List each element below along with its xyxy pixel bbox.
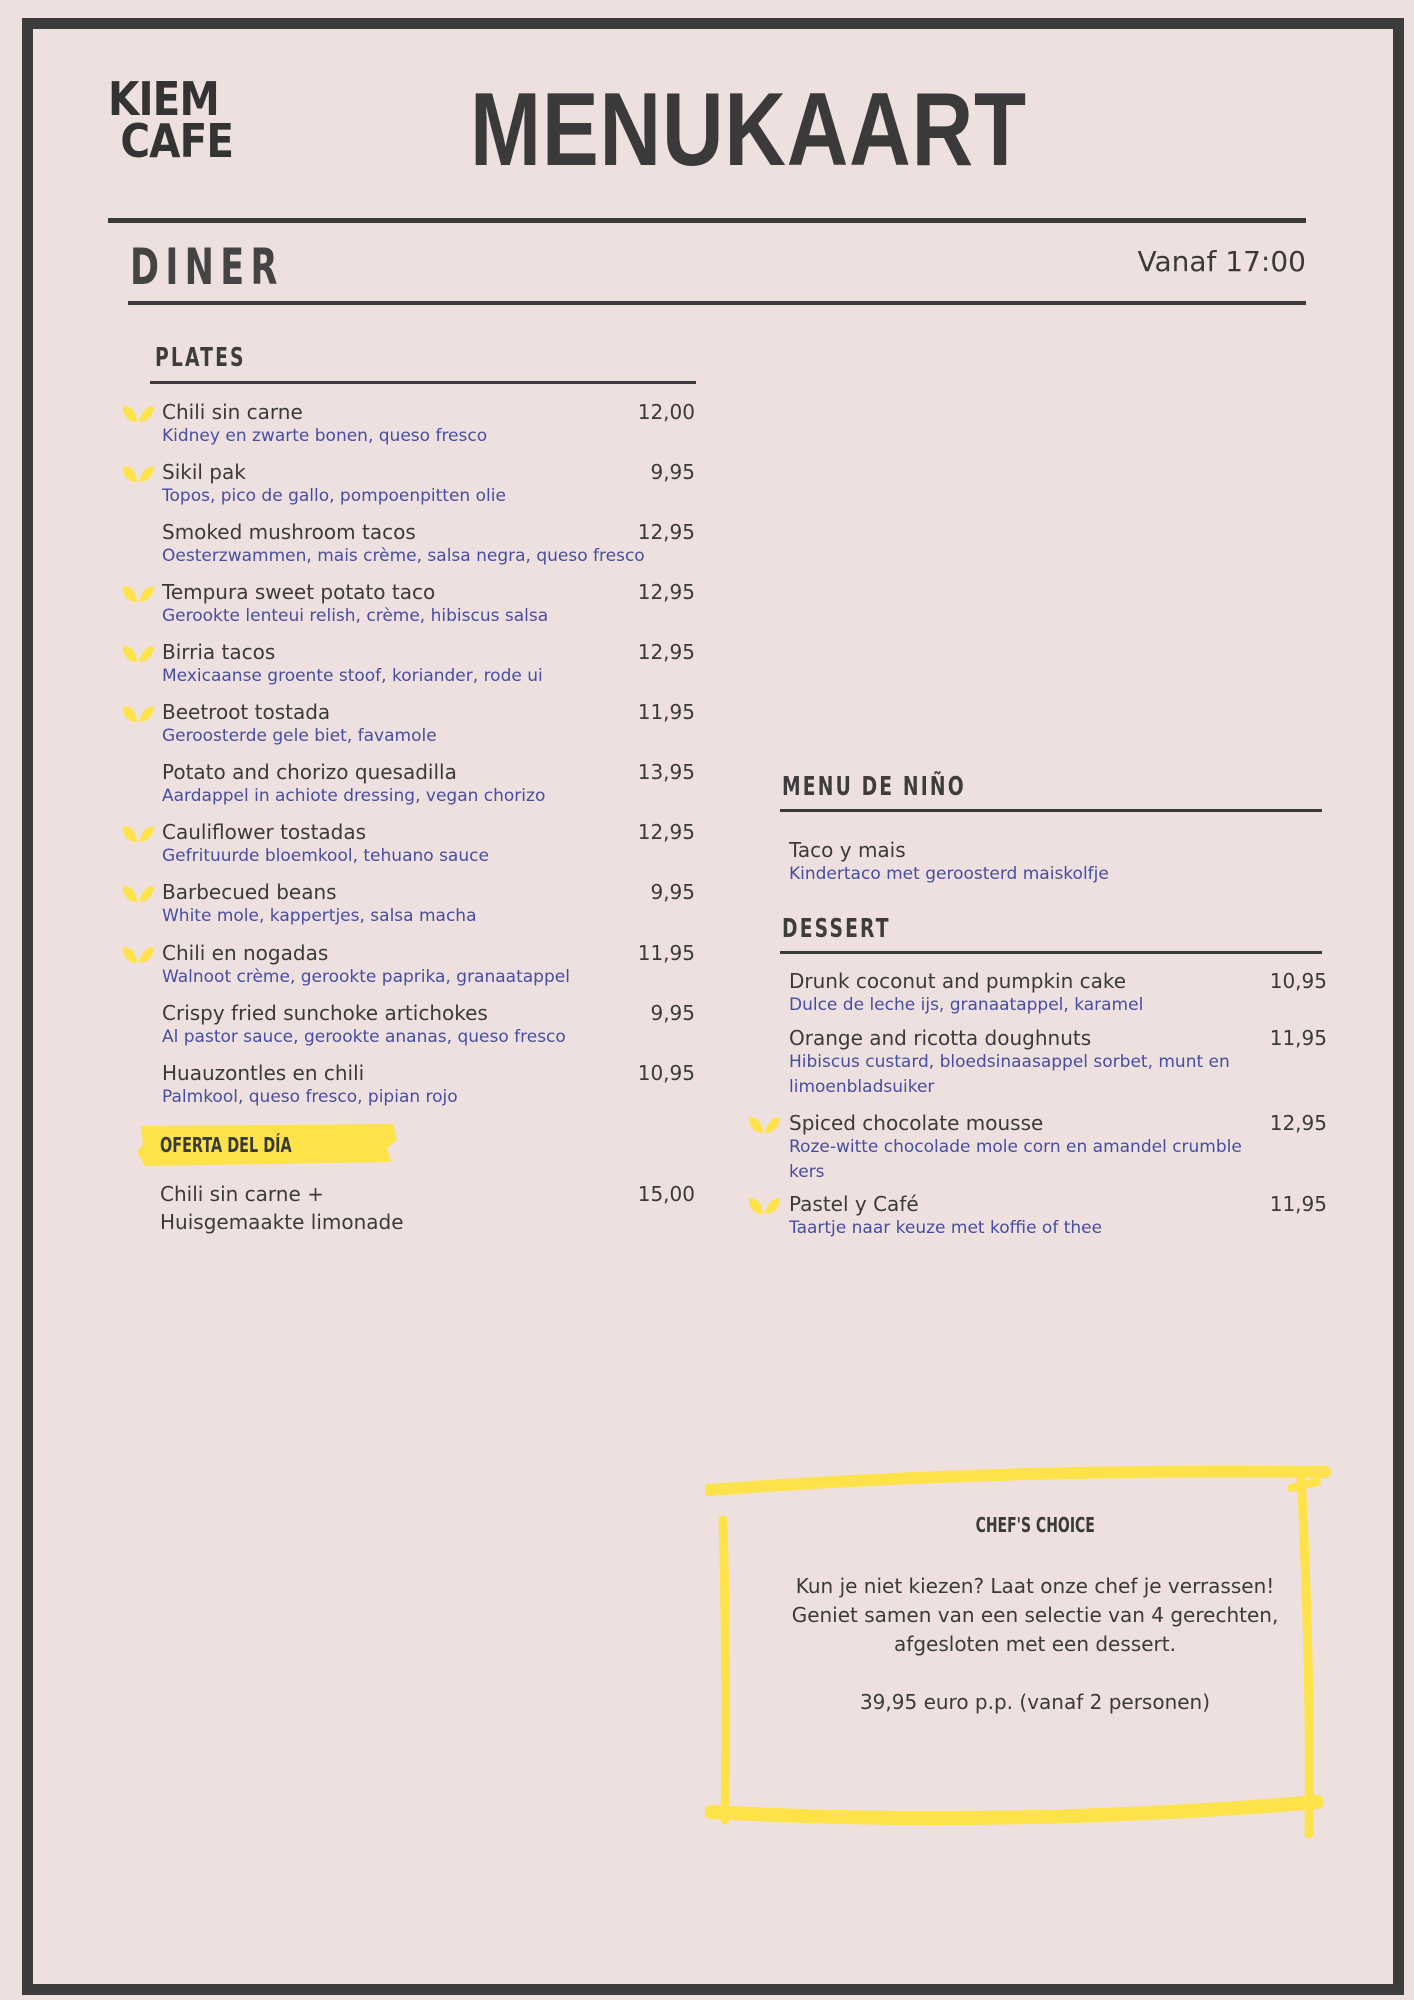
menu-item-description: Walnoot crème, gerookte paprika, granaatappel	[162, 967, 570, 987]
menu-item-name: Spiced chocolate mousse	[789, 1111, 1044, 1135]
section-title: DINER	[130, 238, 284, 296]
menu-item-description: Kindertaco met geroosterd maiskolfje	[789, 864, 1109, 884]
menu-item-description: Taartje naar keuze met koffie of thee	[789, 1218, 1103, 1238]
leaf-icon	[121, 943, 155, 965]
menu-item-price: 12,95	[637, 520, 695, 544]
menu-item	[162, 520, 695, 569]
oferta-price: 15,00	[637, 1182, 695, 1206]
menu-item-price: 11,95	[1269, 1026, 1327, 1050]
menu-item-price: 11,95	[637, 700, 695, 724]
menu-item-name: Barbecued beans	[162, 880, 337, 904]
menu-item	[162, 580, 695, 629]
nino-divider	[780, 809, 1322, 812]
menu-item	[162, 1061, 695, 1110]
nino-heading: MENU DE NIÑO	[782, 772, 966, 802]
menu-item-price: 13,95	[637, 760, 695, 784]
menu-item-name: Tempura sweet potato taco	[162, 580, 436, 604]
menu-item-price: 10,95	[637, 1061, 695, 1085]
menu-item-description: Dulce de leche ijs, granaatappel, karamel	[789, 995, 1144, 1015]
menu-item	[162, 640, 695, 689]
menu-item-description: Roze-witte chocolade mole corn en amandel crumble kers	[789, 1137, 1242, 1182]
page-title: MENUKAART	[470, 72, 1027, 188]
leaf-icon	[121, 882, 155, 904]
menu-item-name: Beetroot tostada	[162, 700, 331, 724]
plates-heading: PLATES	[155, 343, 246, 373]
menu-item-description: Aardappel in achiote dressing, vegan chorizo	[162, 786, 546, 806]
menu-item	[162, 700, 695, 749]
menu-item-description: Hibiscus custard, bloedsinaasappel sorbet, munt en limoenbladsuiker	[789, 1052, 1230, 1097]
service-time: Vanaf 17:00	[1137, 245, 1306, 278]
menu-item-price: 12,95	[1269, 1111, 1327, 1135]
menu-item-price: 12,95	[637, 580, 695, 604]
menu-item-description: Gefrituurde bloemkool, tehuano sauce	[162, 846, 489, 866]
menu-item	[789, 969, 1327, 1018]
chefs-choice-price: 39,95 euro p.p. (vanaf 2 personen)	[859, 1690, 1211, 1714]
menu-item	[789, 1111, 1327, 1185]
menu-item-name: Taco y mais	[789, 838, 906, 862]
leaf-icon	[121, 702, 155, 724]
menu-item-description: Geroosterde gele biet, favamole	[162, 726, 437, 746]
oferta-label: OFERTA DEL DÍA	[160, 1133, 292, 1157]
logo-line-2: CAFE	[120, 114, 234, 168]
menu-item	[162, 820, 695, 869]
menu-item-price: 11,95	[1269, 1192, 1327, 1216]
kiem-cafe-logo	[108, 72, 234, 168]
menu-item-description: White mole, kappertjes, salsa macha	[162, 906, 477, 926]
menu-item	[162, 880, 695, 929]
menu-item-name: Huauzontles en chili	[162, 1061, 365, 1085]
menu-item-price: 12,95	[637, 820, 695, 844]
menu-item	[789, 1026, 1327, 1100]
menu-item-name: Cauliflower tostadas	[162, 820, 367, 844]
menu-item-name: Orange and ricotta doughnuts	[789, 1026, 1092, 1050]
menu-item-name: Chili sin carne	[162, 400, 303, 424]
logo-line-1: KIEM	[108, 72, 219, 126]
plates-divider	[150, 381, 696, 384]
menu-item-description: Al pastor sauce, gerookte ananas, queso fresco	[162, 1027, 566, 1047]
leaf-icon	[121, 642, 155, 664]
leaf-icon	[121, 822, 155, 844]
header-divider	[108, 218, 1306, 223]
menu-item	[162, 1001, 695, 1050]
menu-item-description: Kidney en zwarte bonen, queso fresco	[162, 426, 488, 446]
menu-item-price: 9,95	[650, 1001, 695, 1025]
menu-item-name: Crispy fried sunchoke artichokes	[162, 1001, 488, 1025]
oferta-line-1: Chili sin carne +	[160, 1182, 324, 1206]
menu-item-name: Potato and chorizo quesadilla	[162, 760, 457, 784]
menu-item-description: Gerookte lenteui relish, crème, hibiscus salsa	[162, 606, 549, 626]
leaf-icon	[121, 582, 155, 604]
dessert-heading: DESSERT	[782, 914, 891, 944]
menu-item-price: 12,00	[637, 400, 695, 424]
chefs-choice-title-text: CHEF'S CHOICE	[975, 1513, 1095, 1537]
menu-item	[162, 460, 695, 509]
menu-item-description: Topos, pico de gallo, pompoenpitten olie	[162, 486, 506, 506]
menu-item	[162, 760, 695, 809]
dessert-divider	[780, 951, 1322, 954]
oferta-line-2: Huisgemaakte limonade	[160, 1210, 404, 1234]
menu-item-price: 9,95	[650, 880, 695, 904]
leaf-icon	[747, 1194, 781, 1216]
menu-item-name: Chili en nogadas	[162, 941, 329, 965]
leaf-icon	[121, 462, 155, 484]
menu-item-name: Smoked mushroom tacos	[162, 520, 416, 544]
menu-item-name: Pastel y Café	[789, 1192, 919, 1216]
leaf-icon	[747, 1113, 781, 1135]
menu-item-name: Sikil pak	[162, 460, 246, 484]
menu-item	[789, 1192, 1327, 1241]
menu-item-price: 10,95	[1269, 969, 1327, 993]
menu-item-description: Oesterzwammen, mais crème, salsa negra, queso fresco	[162, 546, 645, 566]
chefs-choice-text: Kun je niet kiezen? Laat onze chef je verrassen! Geniet samen van een selectie van 4 gerechten, afgesloten met een dessert.	[791, 1574, 1279, 1656]
menu-item-name: Birria tacos	[162, 640, 276, 664]
menu-item-price: 11,95	[637, 941, 695, 965]
menu-item	[162, 400, 695, 449]
chefs-choice-title	[880, 1513, 1190, 1537]
menu-item	[162, 941, 695, 990]
menu-item-description: Mexicaanse groente stoof, koriander, rode ui	[162, 666, 543, 686]
menu-item-name: Drunk coconut and pumpkin cake	[789, 969, 1127, 993]
menu-item-price: 12,95	[637, 640, 695, 664]
section-divider	[128, 301, 1306, 305]
menu-item	[789, 838, 1327, 887]
menu-item-description: Palmkool, queso fresco, pipian rojo	[162, 1087, 458, 1107]
menu-item-price: 9,95	[650, 460, 695, 484]
leaf-icon	[121, 402, 155, 424]
